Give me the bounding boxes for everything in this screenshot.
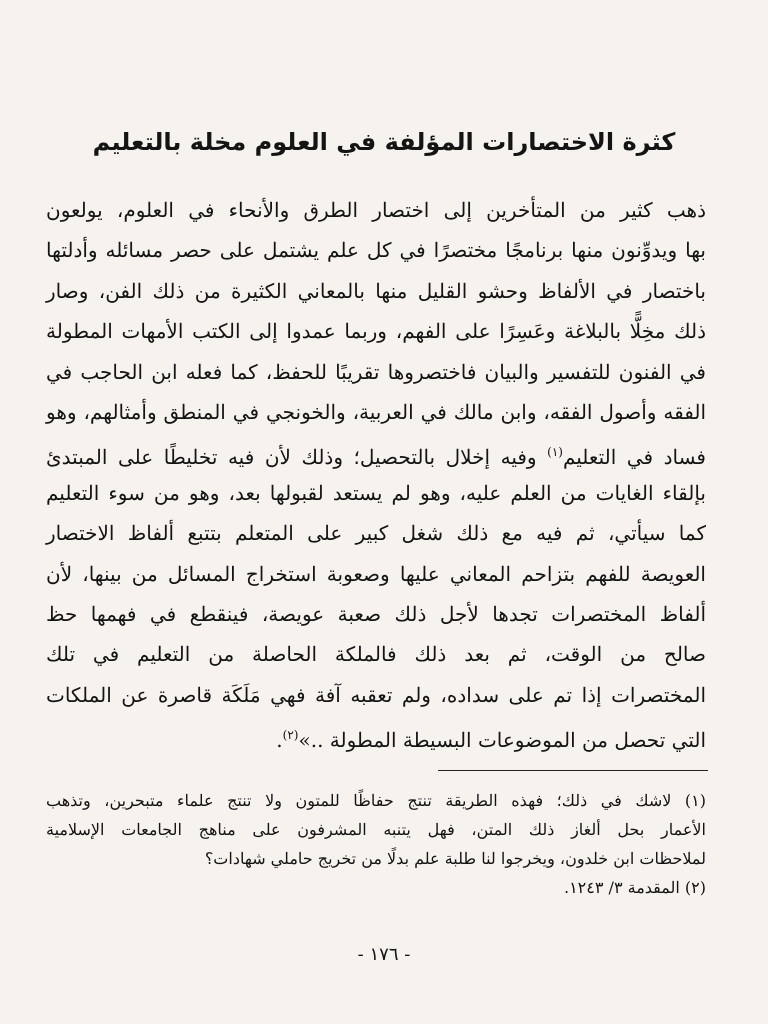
footnotes [46,786,706,902]
page-number: - ١٧٦ - [357,944,411,965]
text-line-7-rest: وفيه إخلال بالتحصيل؛ وذلك لأن فيه تخليطًا على المبتدئ [46,445,548,470]
footnote-line-3: لملاحظات ابن خلدون، ويخرجوا لنا طلبة علم بدلًا من تخريج حاملي شهادات؟ [204,849,706,868]
text-line-9: كما سيأتي، ثم فيه مع ذلك شغل كبير على المتعلم بتتبع ألفاظ الاختصار [46,521,706,546]
text-line-14-end: . [276,728,283,753]
text-line-8: بإلقاء الغايات من العلم عليه، وهو لم يستعد لقبولها بعد، وهو من سوء التعليم [46,480,706,505]
footnote-marker-1: (١) [547,445,563,460]
text-line-14-start: التي تحصل من الموضوعات البسيطة المطولة ..» [298,728,706,753]
footnote-separator [438,770,708,771]
text-line-14 [46,715,706,755]
text-line-5: في الفنون للتفسير والبيان فاختصروها تقريبًا للحفظ، كما فعله ابن الحاجب في [46,359,706,384]
text-line-11: ألفاظ المختصرات تجدها لأجل ذلك صعبة عويصة، فينقطع في فهمها حظ [46,601,706,626]
footnote-marker-2: (٢) [282,728,299,743]
footnote-line-2: الأعمار بحل ألغاز ذلك المتن، فهل يتنبه المشرفون على مناهج الجامعات الإسلامية [46,820,706,839]
text-line-1: ذهب كثير من المتأخرين إلى اختصار الطرق والأنحاء في العلوم، يولعون [46,198,706,222]
text-line-4: ذلك مخِلًّا بالبلاغة وعَسِرًا على الفهم، وربما عمدوا إلى الكتب الأمهات المطولة [46,319,706,344]
text-line-7-start: فساد في التعليم [562,445,706,470]
text-line-6: الفقه وأصول الفقه، وابن مالك في العربية، والخونجي في المنطق وأمثالهم، وهو [46,399,706,424]
footnote-line-4: (٢) المقدمة ٣/ ١٢٤٣. [563,878,706,897]
footnote-line-1: (١) لاشك في ذلك؛ فهذه الطريقة تنتج حفاظًا للمتون ولا تنتج علماء متبحرين، وتذهب [46,791,706,810]
text-line-12: صالح من الوقت، ثم بعد ذلك فالملكة الحاصلة من التعليم في تلك [46,642,706,667]
text-line-10: العويصة للفهم بتزاحم المعاني عليها وصعوبة استخراج المسائل من بينها، لأن [46,561,706,586]
text-line-3: باختصار في الألفاظ وحشو القليل منها بالمعاني الكثيرة من ذلك الفن، وصار [46,278,706,303]
text-line-7 [46,432,706,472]
main-text [46,190,706,755]
text-line-2: بها ويدوِّنون منها برنامجًا مختصرًا في كل علم يشتمل على حصر مسائله وأدلتها [46,238,706,263]
text-line-13: المختصرات إذا تم على سداده، ولم تعقبه آفة فهي مَلَكَة قاصرة عن الملكات [46,682,706,707]
page-title: كثرة الاختصارات المؤلفة في العلوم مخلة بالتعليم [92,128,676,156]
